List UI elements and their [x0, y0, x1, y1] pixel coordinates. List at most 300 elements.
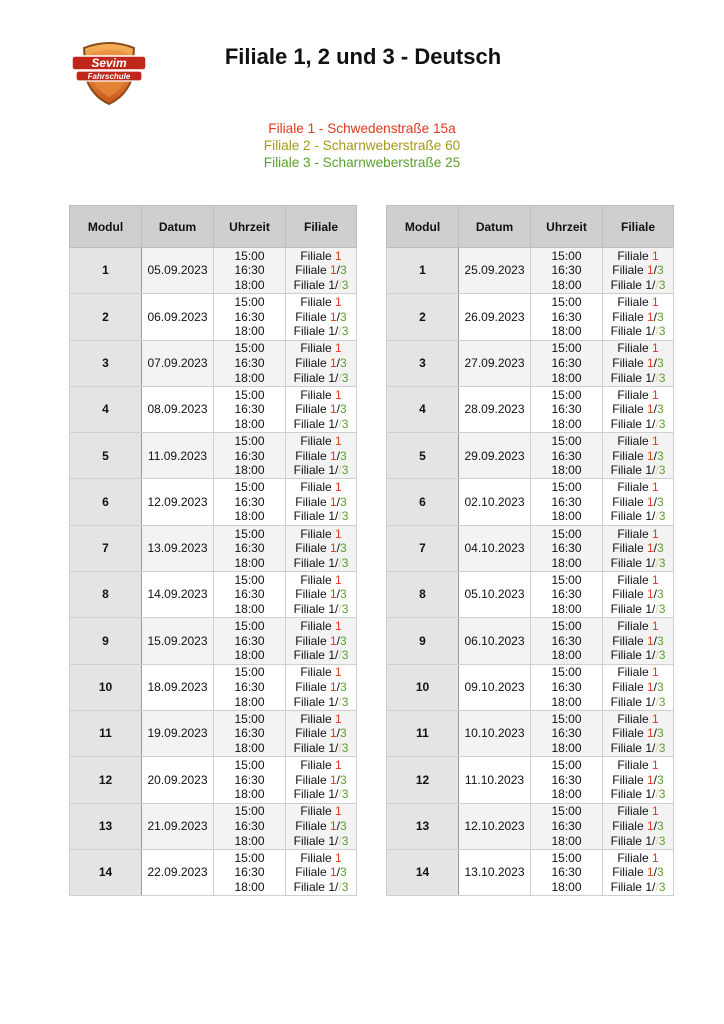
- filiale-1-number: 1: [329, 865, 337, 880]
- filiale-line: [286, 310, 356, 325]
- filiale-line: [286, 741, 356, 756]
- time-slot: 16:30: [551, 494, 582, 509]
- filiale-separator: /: [335, 370, 339, 385]
- filiale-line: [603, 726, 673, 741]
- filiale-1-number: 1: [328, 463, 335, 478]
- time-slot: 15:00: [551, 248, 582, 263]
- filiale-1-number: 1: [328, 555, 335, 570]
- filiale-prefix: Filiale: [612, 818, 644, 833]
- filiale-prefix: Filiale: [300, 804, 332, 819]
- filiale-1-number: 1: [645, 694, 652, 709]
- table-header-row: [387, 206, 674, 248]
- filiale-line: [286, 587, 356, 602]
- filiale-3-number: 3: [657, 263, 664, 278]
- filiale-2-number: /: [338, 463, 342, 478]
- filiale-1-number: 1: [646, 355, 654, 370]
- time-slot: 18:00: [234, 416, 265, 431]
- filiale-prefix: Filiale: [610, 740, 642, 755]
- filiale-1-number: 1: [652, 665, 659, 680]
- filiale-line: [286, 371, 356, 386]
- time-slot: 16:30: [551, 263, 582, 278]
- filiale-cell: [603, 479, 674, 525]
- time-slot: 15:00: [551, 850, 582, 865]
- filiale-prefix: Filiale: [293, 740, 325, 755]
- table-row: [70, 386, 357, 432]
- filiale-prefix: Filiale: [300, 619, 332, 634]
- filiale-line: [286, 249, 356, 264]
- filiale-1-number: 1: [328, 509, 335, 524]
- filiale-1-number: 1: [645, 555, 652, 570]
- filiale-cell: [603, 340, 674, 386]
- filiale-prefix: Filiale: [617, 758, 649, 773]
- datum-cell: 29.09.2023: [459, 433, 531, 479]
- filiale-line: [286, 495, 356, 510]
- filiale-prefix: Filiale: [610, 370, 642, 385]
- table-row: [387, 294, 674, 340]
- filiale-line: [603, 680, 673, 695]
- time-slot: 18:00: [234, 740, 265, 755]
- filiale-prefix: Filiale: [610, 694, 642, 709]
- uhrzeit-cell: [214, 433, 286, 479]
- filiale-separator: /: [336, 448, 341, 463]
- filiale-line: [603, 758, 673, 773]
- filiale-line: [286, 865, 356, 880]
- filiale-separator: /: [336, 355, 341, 370]
- filiale-1-number: 1: [328, 277, 335, 292]
- time-slot: 16:30: [234, 355, 265, 370]
- modul-cell: 9: [387, 618, 459, 664]
- filiale-line: [286, 541, 356, 556]
- filiale-3-number: 3: [657, 726, 664, 741]
- filiale-1-number: 1: [328, 879, 335, 894]
- filiale-prefix: Filiale: [617, 387, 649, 402]
- filiale-1-number: 1: [328, 740, 335, 755]
- modul-cell: 11: [70, 710, 142, 756]
- filiale-prefix: Filiale: [300, 387, 332, 402]
- datum-cell: 13.10.2023: [459, 849, 531, 895]
- filiale-cell: [286, 849, 357, 895]
- uhrzeit-cell: [531, 386, 603, 432]
- time-slot: 15:00: [551, 433, 582, 448]
- filiale-separator: /: [335, 416, 339, 431]
- filiale-1-number: 1: [646, 633, 654, 648]
- time-slot: 15:00: [551, 804, 582, 819]
- datum-cell: 08.09.2023: [142, 386, 214, 432]
- filiale-1-number: 1: [652, 850, 659, 865]
- filiale-3-number: 3: [657, 402, 664, 417]
- filiale-2-number: /: [655, 833, 659, 848]
- filiale-3-number: 3: [340, 865, 347, 880]
- filiale-prefix: Filiale: [293, 509, 325, 524]
- filiale-prefix: Filiale: [295, 402, 327, 417]
- filiale-3-number: 3: [657, 865, 664, 880]
- filiale-prefix: Filiale: [293, 370, 325, 385]
- filiale-prefix: Filiale: [610, 463, 642, 478]
- time-slot: 15:00: [551, 387, 582, 402]
- time-slot: 15:00: [234, 295, 265, 310]
- time-slot: 15:00: [234, 804, 265, 819]
- filiale-1-number: 1: [646, 587, 654, 602]
- filiale-line: [603, 665, 673, 680]
- datum-cell: 04.10.2023: [459, 525, 531, 571]
- filiale-1-number: 1: [646, 263, 654, 278]
- filiale-3-number: 3: [657, 818, 664, 833]
- filiale-1-number: 1: [329, 494, 337, 509]
- filiale-cell: [286, 479, 357, 525]
- filiale-prefix: Filiale: [293, 555, 325, 570]
- filiale-2-number: /: [655, 509, 659, 524]
- time-slot: 18:00: [234, 648, 265, 663]
- time-slot: 15:00: [234, 341, 265, 356]
- filiale-separator: /: [335, 740, 339, 755]
- filiale-2-number: /: [338, 324, 342, 339]
- filiale-line: [286, 819, 356, 834]
- time-slot: 16:30: [234, 680, 265, 695]
- filiale-1-number: 1: [335, 248, 342, 263]
- uhrzeit-cell: [531, 294, 603, 340]
- filiale-1-number: 1: [335, 619, 342, 634]
- filiale-line: [286, 712, 356, 727]
- modul-cell: 12: [387, 757, 459, 803]
- header-datum: Datum: [459, 206, 531, 248]
- filiale-2-number: /: [655, 370, 659, 385]
- filiale-1-number: 1: [645, 833, 652, 848]
- uhrzeit-cell: [531, 525, 603, 571]
- filiale-prefix: Filiale: [617, 850, 649, 865]
- filiale-2-number: /: [655, 416, 659, 431]
- modul-cell: 14: [70, 849, 142, 895]
- modul-cell: 2: [387, 294, 459, 340]
- filiale-2-number: /: [655, 694, 659, 709]
- modul-cell: 10: [70, 664, 142, 710]
- filiale-2-number: /: [655, 879, 659, 894]
- filiale-1-number: 1: [329, 726, 337, 741]
- filiale-separator: /: [652, 324, 656, 339]
- time-slot: 18:00: [551, 694, 582, 709]
- time-slot: 15:00: [234, 572, 265, 587]
- filiale-prefix: Filiale: [612, 309, 644, 324]
- filiale-1-number: 1: [645, 370, 652, 385]
- filiale-prefix: Filiale: [300, 248, 332, 263]
- modul-cell: 5: [70, 433, 142, 479]
- uhrzeit-cell: [214, 525, 286, 571]
- time-slot: 16:30: [234, 772, 265, 787]
- filiale-1-number: 1: [335, 526, 342, 541]
- filiale-line: [603, 495, 673, 510]
- filiale-line: [603, 527, 673, 542]
- filiale-separator: /: [652, 555, 656, 570]
- filiale-prefix: Filiale: [295, 818, 327, 833]
- uhrzeit-cell: [531, 803, 603, 849]
- filiale-prefix: Filiale: [293, 833, 325, 848]
- filiale-prefix: Filiale: [610, 602, 642, 617]
- filiale-separator: /: [652, 416, 656, 431]
- filiale-2-number: /: [338, 370, 342, 385]
- filiale-3-number: 3: [340, 309, 347, 324]
- filiale-prefix: Filiale: [300, 711, 332, 726]
- filiale-1-number: 1: [329, 541, 337, 556]
- filiale-prefix: Filiale: [617, 433, 649, 448]
- filiale-3-number: 3: [340, 726, 347, 741]
- filiale-cell: [603, 803, 674, 849]
- filiale-prefix: Filiale: [300, 850, 332, 865]
- time-slot: 15:00: [551, 341, 582, 356]
- filiale-2-number: /: [655, 602, 659, 617]
- filiale-2-number: /: [655, 463, 659, 478]
- filiale-3-number: 3: [340, 402, 347, 417]
- table-row: [70, 849, 357, 895]
- filiale-1-number: 1: [645, 463, 652, 478]
- filiale-1-number: 1: [646, 680, 654, 695]
- table-row: [70, 525, 357, 571]
- filiale-cell: [603, 757, 674, 803]
- page-title: Filiale 1, 2 und 3 - Deutsch: [224, 44, 502, 69]
- filiale-1-number: 1: [645, 277, 652, 292]
- time-slot: 15:00: [234, 665, 265, 680]
- time-slot: 18:00: [234, 509, 265, 524]
- filiale-line: [286, 726, 356, 741]
- filiale-line: [286, 449, 356, 464]
- filiale-2-number: /: [338, 787, 342, 802]
- filiale-2-number: /: [655, 648, 659, 663]
- modul-cell: 13: [70, 803, 142, 849]
- filiale-line: [603, 278, 673, 293]
- filiale-separator: /: [653, 865, 658, 880]
- filiale-separator: /: [653, 680, 658, 695]
- filiale-line: [603, 356, 673, 371]
- time-slot: 15:00: [234, 433, 265, 448]
- modul-cell: 1: [70, 248, 142, 294]
- filiale-line: [603, 648, 673, 663]
- filiale-2-number: /: [338, 509, 342, 524]
- filiale-line: [603, 249, 673, 264]
- filiale-3-number: 3: [657, 587, 664, 602]
- time-slot: 16:30: [234, 402, 265, 417]
- filiale-1-number: 1: [328, 787, 335, 802]
- filiale-separator: /: [652, 787, 656, 802]
- filiale-1-number: 1: [329, 587, 337, 602]
- filiale-separator: /: [336, 494, 341, 509]
- datum-cell: 02.10.2023: [459, 479, 531, 525]
- filiale-1-number: 1: [652, 480, 659, 495]
- filiale-separator: /: [653, 726, 658, 741]
- time-slot: 16:30: [234, 541, 265, 556]
- filiale-3-number: 3: [658, 463, 666, 478]
- modul-cell: 7: [70, 525, 142, 571]
- uhrzeit-cell: [531, 572, 603, 618]
- datum-cell: 06.10.2023: [459, 618, 531, 664]
- filiale-separator: /: [652, 277, 656, 292]
- filiale-line: [286, 573, 356, 588]
- time-slot: 16:30: [551, 726, 582, 741]
- filiale-cell: [603, 710, 674, 756]
- filiale-3-number: 3: [658, 879, 666, 894]
- filiale-1-number: 1: [652, 295, 659, 310]
- filiale-3-number: 3: [341, 509, 349, 524]
- datum-cell: 10.10.2023: [459, 710, 531, 756]
- filiale-1-number: 1: [645, 416, 652, 431]
- filiale-separator: /: [652, 509, 656, 524]
- header-uhrzeit: Uhrzeit: [531, 206, 603, 248]
- table-row: [387, 618, 674, 664]
- filiale-3-number: 3: [341, 787, 349, 802]
- filiale-separator: /: [335, 787, 339, 802]
- table-row: [70, 479, 357, 525]
- uhrzeit-cell: [214, 664, 286, 710]
- filiale-1-number: 1: [645, 602, 652, 617]
- filiale-line: [286, 619, 356, 634]
- uhrzeit-cell: [531, 433, 603, 479]
- filiale-1-number: 1: [328, 370, 335, 385]
- time-slot: 15:00: [551, 295, 582, 310]
- uhrzeit-cell: [531, 618, 603, 664]
- filiale-cell: [286, 572, 357, 618]
- filiale-line: [286, 851, 356, 866]
- filiale-prefix: Filiale: [293, 324, 325, 339]
- filiale-2-number: /: [655, 277, 659, 292]
- filiale-prefix: Filiale: [617, 341, 649, 356]
- filiale-1-number: 1: [335, 758, 342, 773]
- uhrzeit-cell: [214, 294, 286, 340]
- time-slot: 15:00: [551, 711, 582, 726]
- filiale-3-number: 3: [340, 587, 347, 602]
- datum-cell: 22.09.2023: [142, 849, 214, 895]
- header-filiale: Filiale: [603, 206, 674, 248]
- filiale-prefix: Filiale: [610, 787, 642, 802]
- modul-cell: 8: [387, 572, 459, 618]
- datum-cell: 25.09.2023: [459, 248, 531, 294]
- time-slot: 18:00: [551, 416, 582, 431]
- filiale-3-number: 3: [341, 555, 349, 570]
- modul-cell: 4: [387, 386, 459, 432]
- filiale-line: [286, 804, 356, 819]
- time-slot: 18:00: [551, 787, 582, 802]
- filiale-line: [603, 634, 673, 649]
- filiale-line: [286, 787, 356, 802]
- time-slot: 16:30: [551, 865, 582, 880]
- filiale-1-number: 1: [335, 572, 342, 587]
- filiale-3-number: 3: [341, 879, 349, 894]
- filiale-line: [286, 834, 356, 849]
- filiale-1-number: 1: [328, 602, 335, 617]
- filiale-prefix: Filiale: [293, 602, 325, 617]
- datum-cell: 14.09.2023: [142, 572, 214, 618]
- filiale-1-number: 1: [645, 879, 652, 894]
- filiale-1-number: 1: [646, 494, 654, 509]
- filiale-3-number: 3: [341, 833, 349, 848]
- filiale-1-number: 1: [328, 324, 335, 339]
- filiale-1-number: 1: [335, 665, 342, 680]
- filiale-1-number: 1: [652, 341, 659, 356]
- filiale-1-number: 1: [335, 387, 342, 402]
- filiale-line: [286, 388, 356, 403]
- time-slot: 15:00: [234, 480, 265, 495]
- filiale-prefix: Filiale: [612, 402, 644, 417]
- filiale-prefix: Filiale: [610, 509, 642, 524]
- filiale-3-number: 3: [658, 324, 666, 339]
- filiale-separator: /: [336, 541, 341, 556]
- filiale-line: [603, 819, 673, 834]
- time-slot: 18:00: [234, 555, 265, 570]
- modul-cell: 6: [387, 479, 459, 525]
- filiale-separator: /: [336, 633, 341, 648]
- time-slot: 16:30: [234, 309, 265, 324]
- filiale-prefix: Filiale: [617, 619, 649, 634]
- filiale-2-number: /: [338, 602, 342, 617]
- address-filiale-1: Filiale 1 - Schwedenstraße 15a: [268, 121, 456, 136]
- filiale-1-number: 1: [329, 633, 337, 648]
- filiale-1-number: 1: [652, 248, 659, 263]
- filiale-2-number: /: [338, 740, 342, 755]
- filiale-prefix: Filiale: [610, 833, 642, 848]
- filiale-1-number: 1: [652, 804, 659, 819]
- filiale-separator: /: [652, 740, 656, 755]
- modul-cell: 4: [70, 386, 142, 432]
- table-row: [70, 618, 357, 664]
- filiale-line: [603, 434, 673, 449]
- filiale-separator: /: [653, 309, 658, 324]
- filiale-line: [286, 356, 356, 371]
- filiale-line: [603, 449, 673, 464]
- filiale-line: [286, 509, 356, 524]
- time-slot: 16:30: [551, 448, 582, 463]
- filiale-prefix: Filiale: [293, 463, 325, 478]
- uhrzeit-cell: [531, 664, 603, 710]
- filiale-separator: /: [335, 602, 339, 617]
- filiale-prefix: Filiale: [300, 758, 332, 773]
- time-slot: 18:00: [551, 833, 582, 848]
- time-slot: 15:00: [234, 248, 265, 263]
- datum-cell: 05.10.2023: [459, 572, 531, 618]
- uhrzeit-cell: [531, 849, 603, 895]
- time-slot: 18:00: [234, 602, 265, 617]
- filiale-line: [286, 324, 356, 339]
- filiale-separator: /: [652, 648, 656, 663]
- filiale-line: [286, 773, 356, 788]
- filiale-1-number: 1: [645, 509, 652, 524]
- filiale-2-number: /: [338, 648, 342, 663]
- time-slot: 15:00: [234, 711, 265, 726]
- filiale-3-number: 3: [657, 494, 664, 509]
- filiale-3-number: 3: [340, 680, 347, 695]
- filiale-line: [603, 712, 673, 727]
- time-slot: 16:30: [551, 402, 582, 417]
- filiale-prefix: Filiale: [295, 772, 327, 787]
- time-slot: 18:00: [551, 509, 582, 524]
- filiale-prefix: Filiale: [617, 295, 649, 310]
- schedule-table-left: [69, 205, 357, 896]
- modul-cell: 9: [70, 618, 142, 664]
- filiale-line: [286, 680, 356, 695]
- filiale-cell: [286, 664, 357, 710]
- filiale-3-number: 3: [657, 309, 664, 324]
- filiale-1-number: 1: [652, 433, 659, 448]
- time-slot: 16:30: [551, 818, 582, 833]
- table-row: [387, 710, 674, 756]
- filiale-separator: /: [335, 509, 339, 524]
- time-slot: 16:30: [234, 865, 265, 880]
- filiale-separator: /: [336, 865, 341, 880]
- time-slot: 16:30: [551, 633, 582, 648]
- filiale-3-number: 3: [340, 541, 347, 556]
- address-filiale-2: Filiale 2 - Scharnweberstraße 60: [263, 138, 461, 153]
- modul-cell: 5: [387, 433, 459, 479]
- filiale-line: [286, 556, 356, 571]
- table-row: [70, 803, 357, 849]
- filiale-prefix: Filiale: [617, 804, 649, 819]
- filiale-3-number: 3: [658, 277, 666, 292]
- modul-cell: 8: [70, 572, 142, 618]
